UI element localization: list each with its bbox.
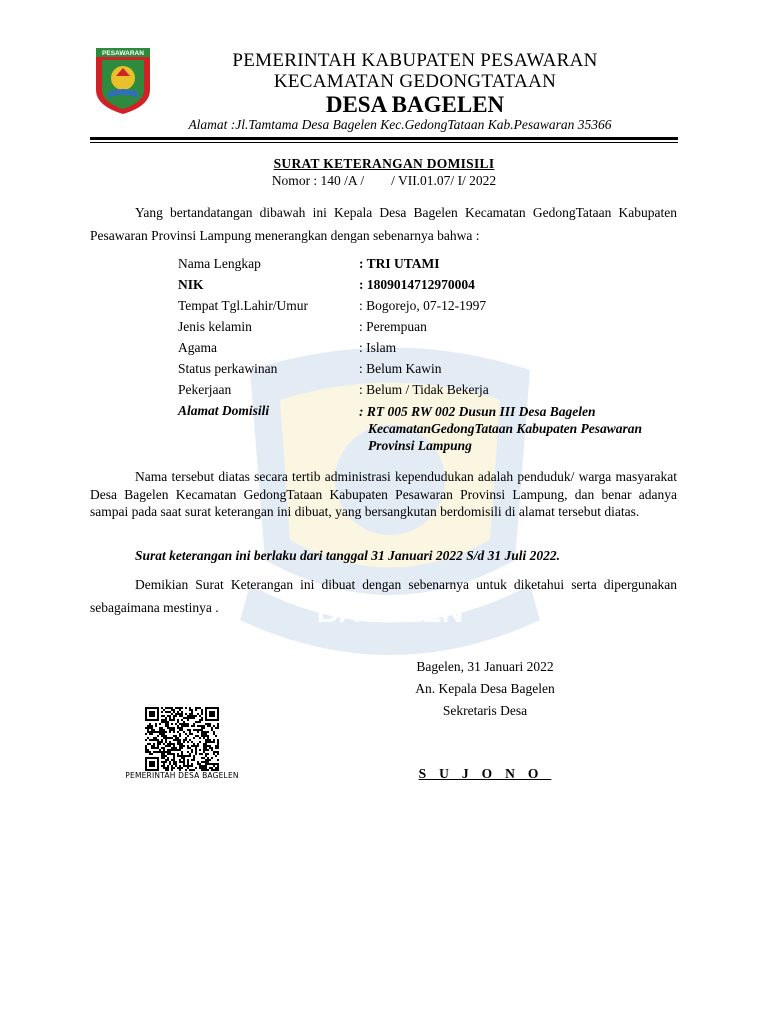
signature-on-behalf: An. Kepala Desa Bagelen [415,681,555,696]
header-government-line: PEMERINTAH KABUPATEN PESAWARAN [232,50,598,71]
signatory-name: SUJONO [418,766,552,781]
signature-position: Sekretaris Desa [442,703,528,718]
identity-label: Alamat Domisili [178,403,270,418]
watermark-text: BAGELEN [316,596,464,629]
letter-number: Nomor : 140 /A / / VII.01.07/ I/ 2022 [271,173,497,188]
identity-label: Jenis kelamin [178,319,252,334]
identity-table [178,256,679,454]
body-paragraph: Nama tersebut diatas secara tertib administrasi kependudukan adalah penduduk/ warga masyarakat Desa Bagelen Kecamatan GedongTataan Kabupaten Pesawaran Provinsi Lampung, dan benar adanya sampai pada saat surat keterangan ini dibuat, yang bersangkutan berdomisili di alamat tersebut diatas. [90,469,677,519]
identity-row [178,256,679,277]
identity-row [178,298,679,319]
identity-label: Pekerjaan [178,382,232,397]
identity-label: Status perkawinan [178,361,278,376]
signature-place-date: Bagelen, 31 Januari 2022 [416,659,554,674]
letter-title: SURAT KETERANGAN DOMISILI [273,156,495,171]
logo-banner-text: PESAWARAN [102,50,144,57]
identity-address-value [359,403,679,454]
identity-value: : TRI UTAMI [359,256,440,271]
header-divider-thick [90,137,678,140]
identity-label: NIK [178,277,204,292]
identity-value: : Belum / Tidak Bekerja [359,382,489,397]
header-district-line: KECAMATAN GEDONGTATAAN [273,71,557,92]
intro-paragraph: Yang bertandatangan dibawah ini Kepala Desa Bagelen Kecamatan GedongTataan Kabupaten Pesawaran Provinsi Lampung menerangkan dengan sebenarnya bahwa : [90,205,677,243]
identity-value: : 1809014712970004 [359,277,475,292]
identity-row [178,319,679,340]
closing-paragraph: Demikian Surat Keterangan ini dibuat dengan sebenarnya untuk diketahui serta dipergunakan sebagaimana mestinya . [90,577,677,615]
identity-value: : Bogorejo, 07-12-1997 [359,298,487,313]
validity-statement: Surat keterangan ini berlaku dari tanggal 31 Januari 2022 S/d 31 Juli 2022. [135,548,560,563]
identity-row [178,403,679,454]
header-village-name: DESA BAGELEN [325,92,505,117]
address-line: KecamatanGedongTataan Kabupaten Pesawaran [368,421,643,436]
header-divider-thin [90,142,678,143]
header-address: Alamat :Jl.Tamtama Desa Bagelen Kec.GedongTataan Kab.Pesawaran 35366 [188,117,612,132]
identity-label: Agama [178,340,217,355]
identity-value: : Perempuan [359,319,427,334]
identity-value: : Belum Kawin [359,361,442,376]
identity-label: Nama Lengkap [178,256,261,271]
identity-row [178,382,679,403]
qr-caption: PEMERINTAH DESA BAGELEN [125,771,239,780]
address-line: : RT 005 RW 002 Dusun III Desa Bagelen [359,404,596,419]
address-line: Provinsi Lampung [368,438,472,453]
identity-row [178,277,679,298]
identity-label: Tempat Tgl.Lahir/Umur [178,298,309,313]
identity-row [178,340,679,361]
identity-row [178,361,679,382]
identity-value: : Islam [359,340,397,355]
qr-code [145,707,219,771]
